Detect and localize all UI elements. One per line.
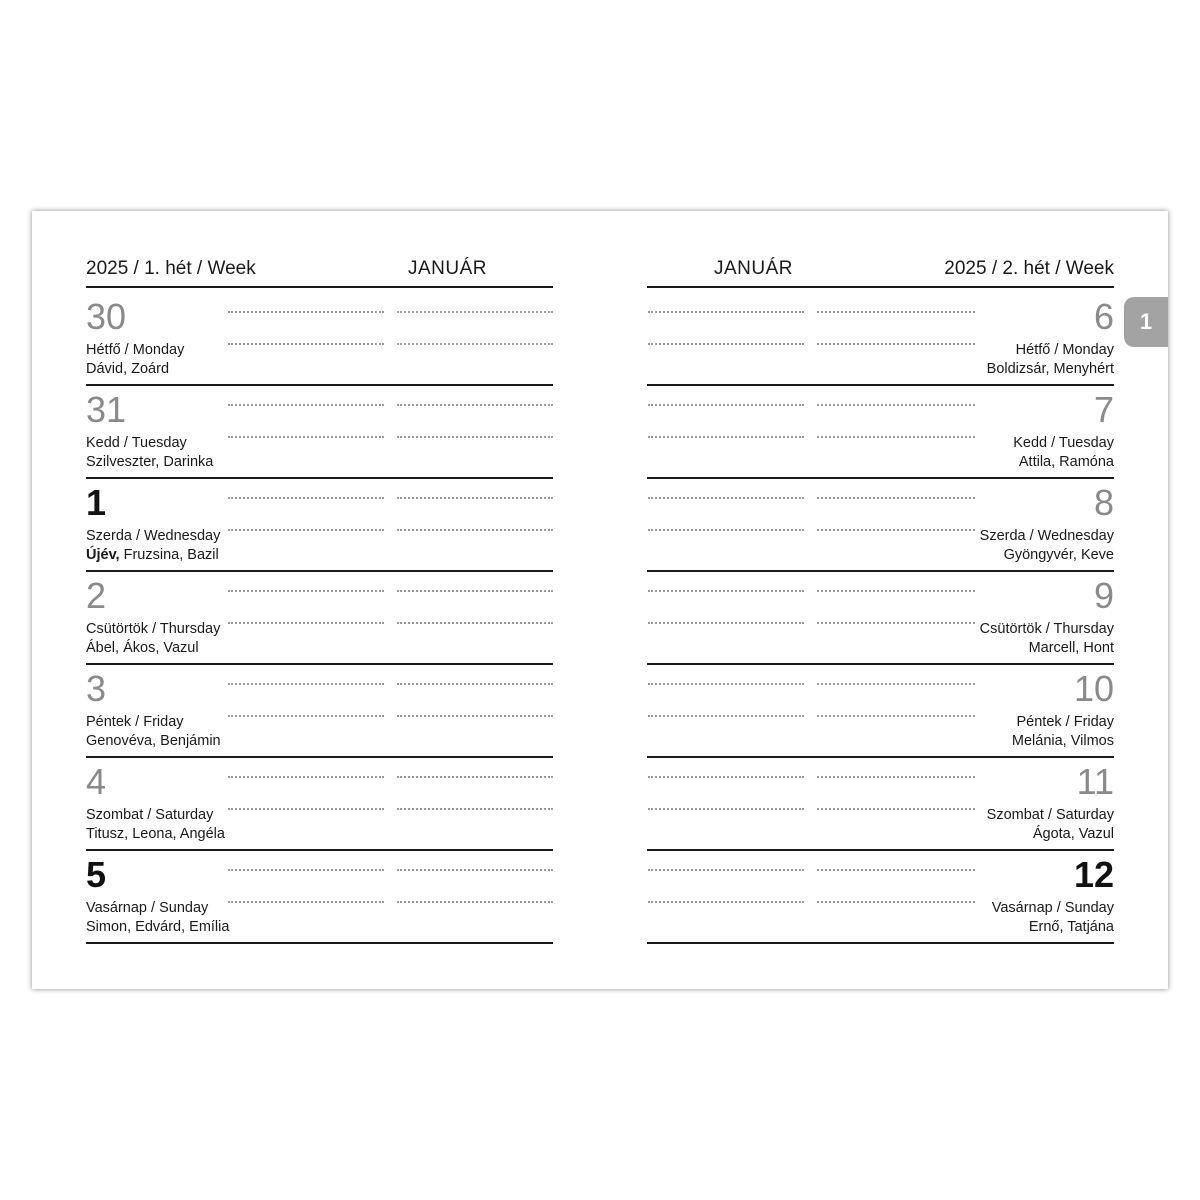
- name-day-list: Ernő, Tatjána: [1028, 919, 1114, 935]
- note-line[interactable]: [817, 311, 975, 313]
- note-line[interactable]: [397, 404, 553, 406]
- month-label: JANUÁR: [408, 258, 488, 279]
- name-day-list: Dávid, Zoárd: [86, 361, 170, 377]
- day-name: Kedd / Tuesday: [86, 435, 187, 451]
- right-page-header: [647, 254, 1114, 288]
- day-number: 3: [86, 668, 107, 709]
- day-entry[interactable]: [86, 663, 553, 758]
- day-number: 12: [1073, 854, 1114, 895]
- note-line[interactable]: [648, 715, 804, 717]
- day-entry[interactable]: [86, 849, 553, 944]
- note-line[interactable]: [817, 808, 975, 810]
- note-line[interactable]: [648, 436, 804, 438]
- day-entry[interactable]: [647, 849, 1114, 944]
- week-label: 2025 / 2. hét / Week: [944, 258, 1114, 279]
- month-label: JANUÁR: [714, 258, 794, 279]
- note-line[interactable]: [397, 311, 553, 313]
- note-line[interactable]: [397, 901, 553, 903]
- note-line[interactable]: [648, 808, 804, 810]
- name-day-list: Boldizsár, Menyhért: [986, 361, 1114, 377]
- day-entry[interactable]: [86, 291, 553, 386]
- note-line[interactable]: [228, 529, 384, 531]
- day-entry[interactable]: [86, 384, 553, 479]
- note-line[interactable]: [648, 590, 804, 592]
- note-line[interactable]: [228, 436, 384, 438]
- name-days: [86, 361, 169, 377]
- day-name: Vasárnap / Sunday: [991, 900, 1114, 916]
- day-name: Csütörtök / Thursday: [979, 621, 1114, 637]
- note-line[interactable]: [228, 622, 384, 624]
- note-line[interactable]: [397, 343, 553, 345]
- day-entry[interactable]: [647, 756, 1114, 851]
- note-line[interactable]: [397, 497, 553, 499]
- week-label: 2025 / 1. hét / Week: [86, 258, 256, 279]
- month-tab[interactable]: 1: [1124, 297, 1168, 347]
- name-day-list: Szilveszter, Darinka: [86, 454, 214, 470]
- note-line[interactable]: [817, 901, 975, 903]
- note-line[interactable]: [817, 590, 975, 592]
- day-name: Péntek / Friday: [1016, 714, 1114, 730]
- name-day-list: Ágota, Vazul: [1032, 826, 1114, 842]
- note-line[interactable]: [648, 497, 804, 499]
- day-number: 9: [1093, 575, 1114, 616]
- note-line[interactable]: [817, 343, 975, 345]
- day-name: Szombat / Saturday: [986, 807, 1114, 823]
- day-name: Szerda / Wednesday: [86, 528, 221, 544]
- day-name: Kedd / Tuesday: [1013, 435, 1114, 451]
- note-line[interactable]: [228, 343, 384, 345]
- note-line[interactable]: [397, 622, 553, 624]
- note-line[interactable]: [817, 622, 975, 624]
- day-name: Szombat / Saturday: [86, 807, 214, 823]
- name-days: [86, 919, 229, 935]
- day-name: Hétfő / Monday: [1015, 342, 1114, 358]
- note-line[interactable]: [228, 776, 384, 778]
- note-line[interactable]: [228, 311, 384, 313]
- day-name: Hétfő / Monday: [86, 342, 185, 358]
- note-line[interactable]: [648, 622, 804, 624]
- note-line[interactable]: [397, 869, 553, 871]
- note-line[interactable]: [397, 683, 553, 685]
- note-line[interactable]: [228, 497, 384, 499]
- day-entry[interactable]: [86, 756, 553, 851]
- name-day-list: Attila, Ramóna: [1018, 454, 1114, 470]
- day-number: 7: [1093, 389, 1114, 430]
- day-entry[interactable]: [86, 477, 553, 572]
- note-line[interactable]: [397, 776, 553, 778]
- note-line[interactable]: [228, 901, 384, 903]
- note-line[interactable]: [648, 776, 804, 778]
- left-page-header: [86, 254, 553, 288]
- name-day-list: Fruzsina, Bazil: [119, 547, 219, 563]
- name-day-list: Gyöngyvér, Keve: [1003, 547, 1114, 563]
- note-line[interactable]: [817, 869, 975, 871]
- day-entry[interactable]: [647, 663, 1114, 758]
- day-entry[interactable]: [647, 477, 1114, 572]
- note-line[interactable]: [648, 343, 804, 345]
- note-line[interactable]: [817, 683, 975, 685]
- left-page: [86, 211, 553, 989]
- day-number: 2: [86, 575, 107, 616]
- note-line[interactable]: [228, 808, 384, 810]
- note-line[interactable]: [648, 901, 804, 903]
- name-days: [86, 454, 213, 470]
- day-number: 5: [86, 854, 107, 895]
- note-line[interactable]: [228, 715, 384, 717]
- day-number: 6: [1093, 296, 1114, 337]
- note-line[interactable]: [648, 311, 804, 313]
- note-line[interactable]: [228, 683, 384, 685]
- name-days: [86, 640, 199, 656]
- name-day-list: Simon, Edvárd, Emília: [86, 919, 230, 935]
- note-line[interactable]: [397, 529, 553, 531]
- name-day-list: Genovéva, Benjámin: [86, 733, 221, 749]
- day-name: Szerda / Wednesday: [979, 528, 1114, 544]
- day-entry[interactable]: [647, 291, 1114, 386]
- note-line[interactable]: [228, 404, 384, 406]
- day-entry[interactable]: [86, 570, 553, 665]
- day-name: Csütörtök / Thursday: [86, 621, 221, 637]
- day-number: 8: [1093, 482, 1114, 523]
- note-line[interactable]: [817, 436, 975, 438]
- note-line[interactable]: [397, 436, 553, 438]
- note-line[interactable]: [648, 529, 804, 531]
- name-days: [86, 826, 225, 842]
- note-line[interactable]: [397, 590, 553, 592]
- name-day-list: Titusz, Leona, Angéla: [86, 826, 225, 842]
- note-line[interactable]: [648, 404, 804, 406]
- day-number: 4: [86, 761, 107, 802]
- note-line[interactable]: [397, 808, 553, 810]
- day-number: 1: [86, 482, 107, 523]
- day-number: 30: [86, 296, 127, 337]
- note-line[interactable]: [817, 715, 975, 717]
- right-page: [647, 211, 1114, 989]
- note-line[interactable]: [817, 404, 975, 406]
- day-entry[interactable]: [647, 570, 1114, 665]
- name-day-list: Ábel, Ákos, Vazul: [86, 640, 199, 656]
- day-name: Péntek / Friday: [86, 714, 184, 730]
- name-days: [86, 547, 219, 563]
- name-day-list: Melánia, Vilmos: [1011, 733, 1114, 749]
- note-line[interactable]: [817, 776, 975, 778]
- note-line[interactable]: [397, 715, 553, 717]
- day-number: 11: [1076, 761, 1114, 802]
- note-line[interactable]: [817, 497, 975, 499]
- note-line[interactable]: [817, 529, 975, 531]
- note-line[interactable]: [648, 683, 804, 685]
- day-number: 10: [1073, 668, 1114, 709]
- note-line[interactable]: [228, 590, 384, 592]
- planner-spread: [32, 211, 1168, 989]
- holiday-name: Újév,: [86, 547, 120, 563]
- name-days: [86, 733, 221, 749]
- day-entry[interactable]: [647, 384, 1114, 479]
- day-number: 31: [86, 389, 127, 430]
- name-day-list: Marcell, Hont: [1028, 640, 1114, 656]
- note-line[interactable]: [228, 869, 384, 871]
- day-name: Vasárnap / Sunday: [86, 900, 209, 916]
- note-line[interactable]: [648, 869, 804, 871]
